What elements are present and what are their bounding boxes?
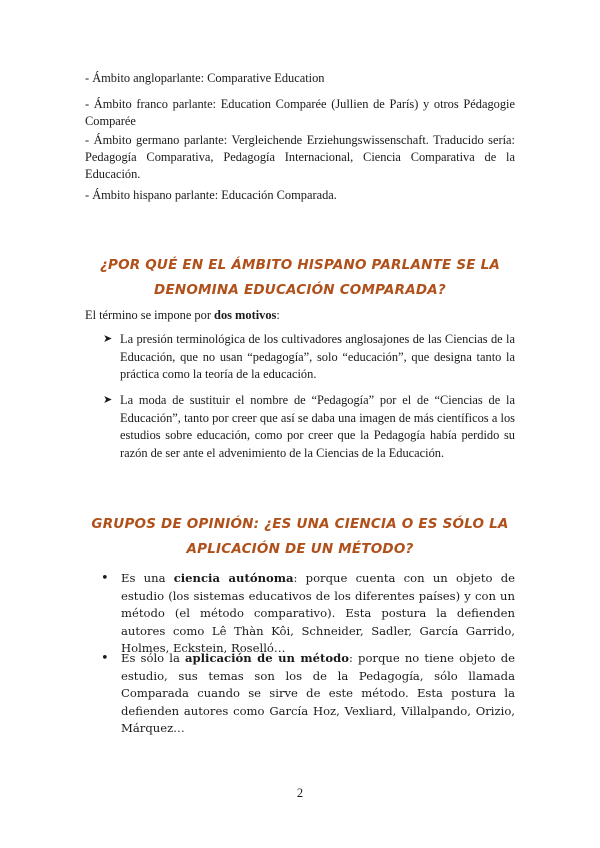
ambito-anglo: - Ámbito angloparlante: Comparative Education: [85, 71, 325, 85]
intro-suffix: :: [276, 308, 280, 322]
list-item-text: La presión terminológica de los cultivadores anglosajones de las Ciencias de la Educación, que no usan “pedagogía”, solo “educación”, que designa tanto la práctica como la teoría de la educación.: [120, 332, 515, 381]
item-prefix: Es sólo la: [121, 651, 186, 665]
list-item: [103, 331, 515, 384]
item-bold: aplicación de un método: [185, 651, 349, 665]
list-item: [101, 570, 515, 658]
ambito-franco: - Ámbito franco parlante: Education Comparée (Jullien de París) y otros Pédagogie Comparée: [85, 97, 515, 128]
intro-prefix: El término se impone por: [85, 308, 215, 322]
arrow-bullet-icon: ➤: [103, 333, 113, 345]
section-heading-denominacion: ¿POR QUÉ EN EL ÁMBITO HISPANO PARLANTE SE LA DENOMINA EDUCACIÓN COMPARADA?: [99, 257, 501, 298]
item-suffix: : porque cuenta con un objeto de estudio (los sistemas educativos de los diferentes países) y con un método (el método comparativo). Esta postura la defienden autores como Lê Thàn Kôi, Schneider, Sadler, García Garrido, Holmes, Eckstein, Roselló…: [121, 571, 515, 655]
bullet-icon: •: [101, 651, 109, 666]
section-heading-grupos: GRUPOS DE OPINIÓN: ¿ES UNA CIENCIA O ES SÓLO LA APLICACIÓN DE UN MÉTODO?: [91, 516, 509, 557]
list-item: [101, 650, 515, 738]
list-item-text: La moda de sustituir el nombre de “Pedagogía” por el de “Ciencias de la Educación”, tanto por creer que así se daba una imagen de más científicos a los estudios sobre educación, como por creer que la Pedagogía había perdido su razón de ser ante el advenimiento de la Ciencias de la Educación.: [120, 393, 515, 460]
bullet-icon: •: [101, 571, 109, 586]
page-number: 2: [296, 786, 304, 800]
section1-intro: [85, 307, 515, 324]
list-item: [103, 392, 515, 462]
ambito-germano: - Ámbito germano parlante: Vergleichende Erziehungswissenschaft. Traducido sería: Pedagogía Comparativa, Pedagogía Internacional, Ciencia Comparativa de la Educación.: [85, 133, 515, 181]
intro-bold: dos motivos: [214, 308, 277, 322]
item-prefix: Es una: [121, 571, 174, 585]
ambito-hispano: - Ámbito hispano parlante: Educación Comparada.: [85, 188, 337, 202]
item-bold: ciencia autónoma: [173, 571, 294, 585]
item-suffix: : porque no tiene objeto de estudio, sus temas son los de la Pedagogía, sólo llamada Comparada cuando se sirve de este método. Esta postura la defienden autores como García Hoz, Vexliard, Villalpando, Orizio, Márquez…: [121, 651, 515, 735]
arrow-bullet-icon: ➤: [103, 394, 113, 406]
